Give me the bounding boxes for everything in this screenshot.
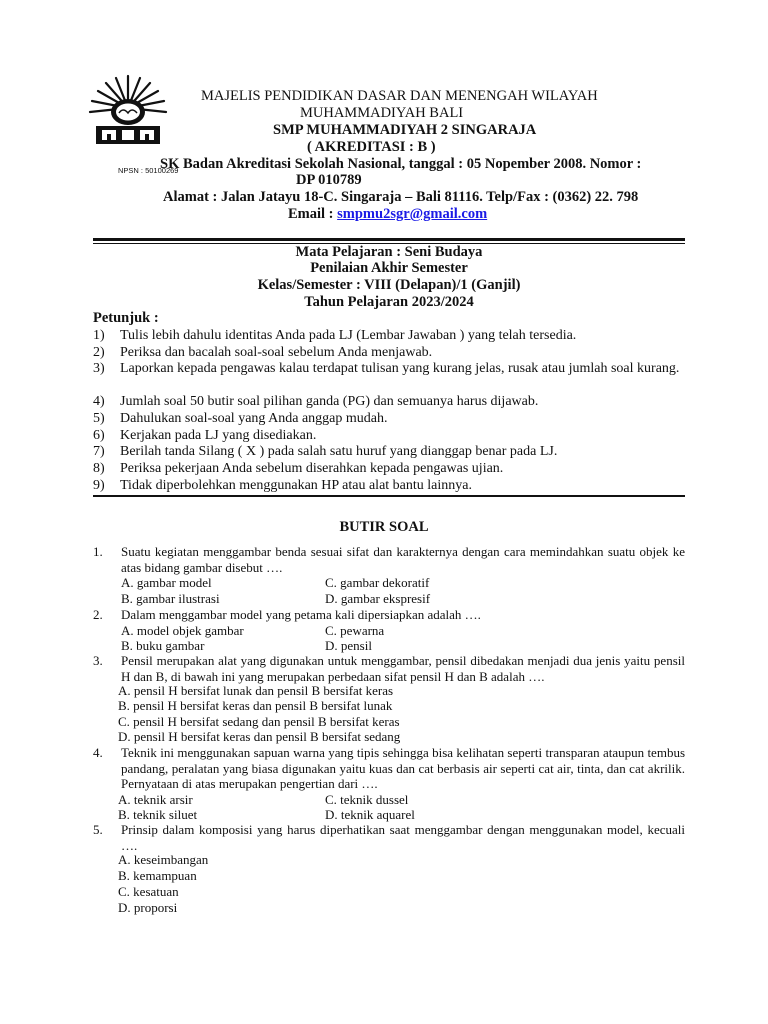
q2-option-b: B. buku gambar [121,638,205,653]
question-1: 1. Suatu kegiatan menggambar benda sesuai sifat dan karakternya dengan cara memindahkan suatu objek ke atas bidang gambar disebut …. [93,544,685,575]
instruction-item: 4) Jumlah soal 50 butir soal pilihan ganda (PG) dan semuanya harus dijawab. [93,394,539,409]
email-line [288,206,487,223]
instruction-item: 9) Tidak diperbolehkan menggunakan HP atau alat bantu lainnya. [93,478,472,493]
q2-option-a: A. model objek gambar [121,623,244,638]
q1-option-d: D. gambar ekspresif [325,591,431,606]
subject-title: Mata Pelajaran : Seni Budaya [295,244,483,260]
instruction-item: 7) Berilah tanda Silang ( X ) pada salah satu huruf yang dianggap benar pada LJ. [93,444,558,459]
instructions-title: Petunjuk : [93,310,159,326]
sk-accreditation-line: SK Badan Akreditasi Sekolah Nasional, tanggal : 05 Nopember 2008. Nomor : [160,156,642,172]
q2-option-d: D. pensil [325,638,372,653]
instructions-divider [93,495,685,497]
q3-option-a: A. pensil H bersifat lunak dan pensil B bersifat keras [118,683,394,698]
instruction-item: 5) Dahulukan soal-soal yang Anda anggap mudah. [93,411,388,426]
email-label: Email : [288,206,338,222]
q1-option-a: A. gambar model [121,575,212,590]
question-5: 5. Prinsip dalam komposisi yang harus diperhatikan saat menggambar dengan menggunakan model, kecuali …. [93,822,685,853]
address: Alamat : Jalan Jatayu 18-C. Singaraja – Bali 81116. Telp/Fax : (0362) 22. 798 [163,189,639,205]
q2-option-c: C. pewarna [325,623,385,638]
instruction-item: 6) Kerjakan pada LJ yang disediakan. [93,428,317,443]
header-line-2: MUHAMMADIYAH BALI [300,105,464,121]
q5-option-a: A. keseimbangan [118,852,209,867]
q5-option-d: D. proporsi [118,900,178,915]
instruction-item: 1) Tulis lebih dahulu identitas Anda pada LJ (Lembar Jawaban ) yang telah tersedia. [93,328,577,343]
school-name: SMP MUHAMMADIYAH 2 SINGARAJA [273,122,537,138]
q3-option-b: B. pensil H bersifat keras dan pensil B bersifat lunak [118,698,393,713]
q4-option-a: A. teknik arsir [118,792,193,807]
instruction-item: 8) Periksa pekerjaan Anda sebelum diserahkan kepada pengawas ujian. [93,461,504,476]
question-4: 4. Teknik ini menggunakan sapuan warna yang tipis sehingga bisa kelihatan seperti transparan ataupun tembus pandang, peralatan yang biasa digunakan yaitu kuas dan cat berbasis air seperti cat air, tinta, dan cat akrilik. Pernyataan di atas merupakan pengertian dari …. [93,745,685,791]
q3-option-c: C. pensil H bersifat sedang dan pensil B bersifat keras [118,714,400,729]
q4-option-d: D. teknik aquarel [325,807,415,822]
section-title: BUTIR SOAL [339,519,429,535]
accreditation: ( AKREDITASI : B ) [307,139,436,155]
header-divider-thick [93,238,685,241]
instruction-item: 3) Laporkan kepada pengawas kalau terdapat tulisan yang kurang jelas, rusak atau jumlah soal kurang. [93,361,680,376]
muhammadiyah-logo [88,72,168,152]
question-3: 3. Pensil merupakan alat yang digunakan untuk menggambar, pensil dibedakan menjadi dua jenis yaitu pensil H dan B, di bawah ini yang merupakan perbedaan sifat pensil H dan B adalah …. [93,653,685,684]
question-2: 2. Dalam menggambar model yang petama kali dipersiapkan adalah …. [93,607,481,622]
academic-year: Tahun Pelajaran 2023/2024 [304,294,474,310]
instruction-item: 2) Periksa dan bacalah soal-soal sebelum Anda menjawab. [93,345,433,360]
npsn-number: NPSN : 50100269 [118,166,179,175]
q5-option-b: B. kemampuan [118,868,197,883]
q1-option-b: B. gambar ilustrasi [121,591,220,606]
q3-option-d: D. pensil H bersifat keras dan pensil B bersifat sedang [118,729,401,744]
q5-option-c: C. kesatuan [118,884,179,899]
dp-number: DP 010789 [296,172,362,188]
q4-option-b: B. teknik siluet [118,807,198,822]
assessment-title: Penilaian Akhir Semester [310,260,468,276]
header-line-1: MAJELIS PENDIDIKAN DASAR DAN MENENGAH WILAYAH [201,88,598,104]
class-semester: Kelas/Semester : VIII (Delapan)/1 (Ganjil) [257,277,521,293]
q4-option-c: C. teknik dussel [325,792,409,807]
q1-option-c: C. gambar dekoratif [325,575,430,590]
email-link[interactable]: smpmu2sgr@gmail.com [337,206,488,222]
